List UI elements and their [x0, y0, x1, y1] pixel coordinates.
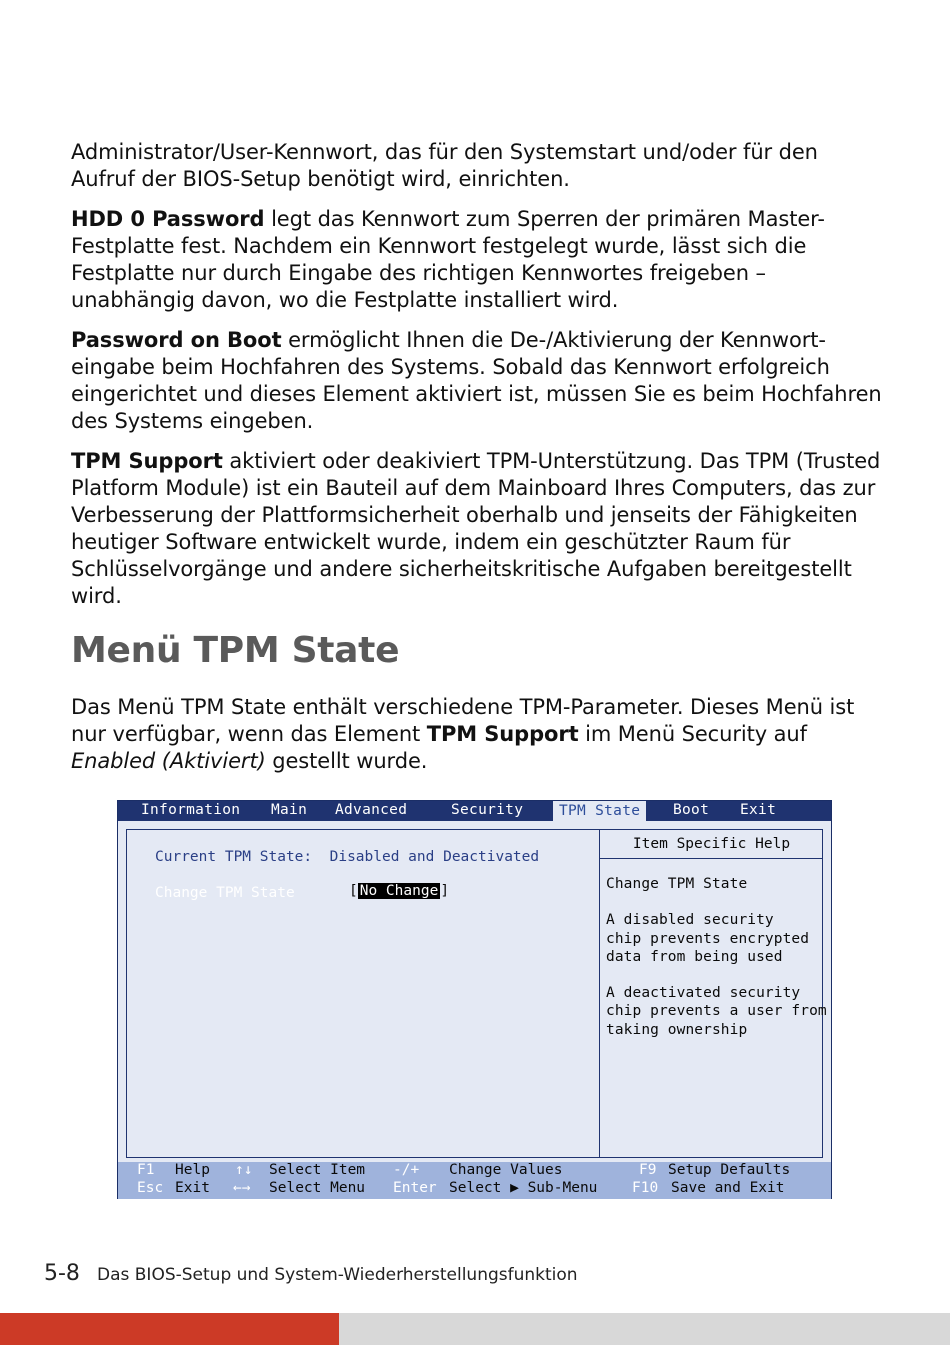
bios-menu-information[interactable]: Information — [141, 802, 241, 818]
intro-italic: Enabled (Aktiviert) — [71, 749, 266, 773]
change-tpm-state-label[interactable]: Change TPM State — [155, 885, 295, 901]
intro-text: gestellt wurde. — [265, 749, 428, 773]
key-enter-desc: Select ▶ Sub-Menu — [449, 1180, 598, 1196]
paragraph-text: Administrator/User-Kennwort, das für den Systemstart und/oder für den Aufruf der BIOS-Setup benötigt wird, einrichten. — [71, 140, 818, 191]
paragraph-intro — [71, 694, 883, 775]
bios-screenshot — [117, 800, 832, 1199]
footer-accent-bar — [0, 1313, 339, 1345]
current-tpm-state-label: Current TPM State: — [155, 849, 313, 865]
key-f9-desc: Setup Defaults — [668, 1162, 791, 1178]
bios-menu-exit[interactable]: Exit — [740, 802, 777, 818]
intro-text: Das Menü TPM State enthält verschiedene TPM-Parameter. Dieses Menü ist nur verfügbar, wenn das Element — [71, 695, 855, 746]
section-heading: Menü TPM State — [71, 630, 400, 671]
key-left-right: ←→ — [233, 1180, 251, 1196]
paragraph-text: ermöglicht Ihnen die De-/Aktivierung der Kennwort-eingabe beim Hochfahren des Systems. Sobald das Kennwort erfolgreich eingerichtet und dieses Element aktiviert ist, müssen Sie es beim Hochfahren des Systems eingeben. — [71, 328, 882, 433]
bios-main-panel — [126, 829, 827, 1158]
current-tpm-state-value: Disabled and Deactivated — [329, 849, 540, 865]
bios-help-pane — [599, 830, 827, 1157]
help-title: Item Specific Help — [600, 830, 823, 859]
page-number: 5-8 — [44, 1261, 80, 1286]
change-tpm-state-field[interactable]: [ No Change ] — [349, 883, 450, 899]
bios-key-legend — [118, 1162, 831, 1199]
key-f10: F10 — [632, 1180, 659, 1196]
help-text: Change TPM State A disabled security chip prevents encrypted data from being used A deactivated security chip prevents a user from taking ownership — [606, 876, 827, 1038]
term-password-on-boot: Password on Boot — [71, 328, 282, 352]
intro-bold: TPM Support — [426, 722, 579, 746]
page-footer-text: Das BIOS-Setup und System-Wiederherstellungsfunktion — [97, 1265, 578, 1285]
paragraph-password-on-boot — [71, 327, 883, 435]
key-f1-desc: Help — [175, 1162, 210, 1178]
key-legend-row — [118, 1180, 831, 1198]
bios-menu-bar — [118, 801, 831, 821]
bios-menu-tpm-state[interactable]: TPM State — [553, 801, 646, 821]
term-tpm-support: TPM Support — [71, 449, 223, 473]
key-f10-desc: Save and Exit — [671, 1180, 785, 1196]
key-esc: Esc — [137, 1180, 164, 1196]
key-esc-desc: Exit — [175, 1180, 210, 1196]
change-tpm-state-value[interactable]: No Change — [359, 883, 439, 899]
key-enter: Enter — [393, 1180, 437, 1196]
bios-menu-advanced[interactable]: Advanced — [335, 802, 408, 818]
bios-menu-boot[interactable]: Boot — [673, 802, 710, 818]
current-tpm-state — [155, 849, 539, 865]
key-up-down-desc: Select Item — [269, 1162, 366, 1178]
paragraph-text: aktiviert oder deakiviert TPM-Unterstützung. Das TPM (Trusted Platform Module) ist ein Bauteil auf dem Mainboard Ihres Computers, das zur Verbesserung der Plattformsicherheit oberhalb und jenseits der Fähigkeiten heutiger Software entwickelt wurde, indem ein geschützter Raum für Schlüsselvorgänge und andere sicherheitskritische Aufgaben bereitgestellt wird. — [71, 449, 881, 608]
footer-grey-bar — [339, 1313, 950, 1345]
bios-menu-security[interactable]: Security — [451, 802, 524, 818]
page-content — [71, 139, 883, 788]
term-hdd-password: HDD 0 Password — [71, 207, 265, 231]
bios-menu-main[interactable]: Main — [271, 802, 308, 818]
paragraph-text: legt das Kennwort zum Sperren der primären Master-Festplatte fest. Nachdem ein Kennwort festgelegt wurde, lässt sich die Festplatte nur durch Eingabe des richtigen Kennwortes freigeben – unabhängig davon, wo die Festplatte installiert wird. — [71, 207, 825, 312]
key-f9: F9 — [639, 1162, 657, 1178]
paragraph-admin-password — [71, 139, 883, 193]
paragraph-hdd-password — [71, 206, 883, 314]
key-plus-minus-desc: Change Values — [449, 1162, 563, 1178]
bios-settings-pane — [127, 830, 599, 1157]
paragraph-tpm-support — [71, 448, 883, 610]
intro-text: im Menü Security auf — [578, 722, 807, 746]
key-left-right-desc: Select Menu — [269, 1180, 366, 1196]
key-up-down: ↑↓ — [235, 1162, 253, 1178]
key-f1: F1 — [137, 1162, 155, 1178]
key-plus-minus: -/+ — [393, 1162, 420, 1178]
key-legend-row — [118, 1162, 831, 1180]
